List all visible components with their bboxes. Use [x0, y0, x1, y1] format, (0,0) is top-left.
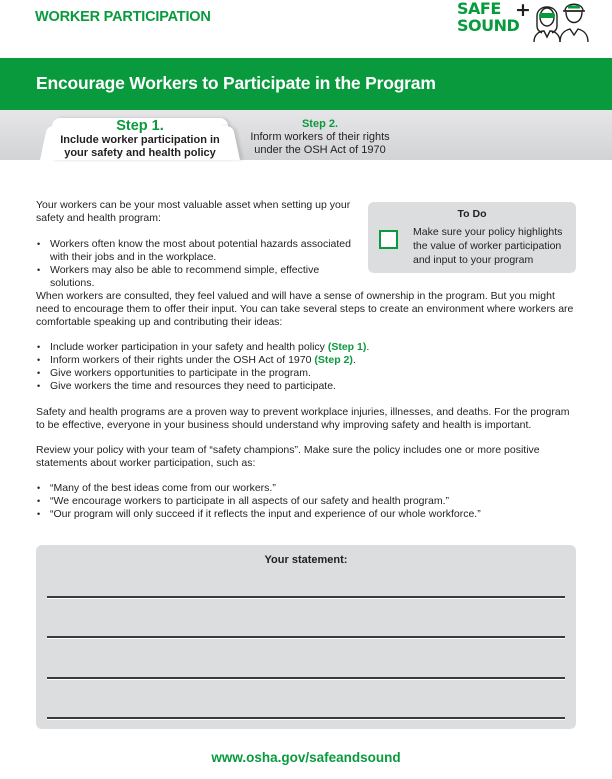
plus-icon: +	[515, 0, 531, 21]
review-paragraph: Review your policy with your team of “safety champions”. Make sure the policy includes one or more positive statements about worker participation, such as:	[36, 444, 540, 469]
tab-step-2-desc-line2: under the OSH Act of 1970	[254, 144, 386, 156]
statement-box[interactable]	[36, 545, 576, 729]
tab-step-1[interactable]	[52, 118, 228, 160]
logo-line-sound: SOUND	[457, 16, 520, 35]
tab-step-1-desc-line1: Include worker participation in	[60, 134, 220, 146]
intro-bullet-list	[36, 238, 366, 290]
list-item	[36, 341, 581, 354]
list-item: • Workers may also be able to recommend simple, effective solutions.	[36, 264, 366, 290]
todo-text: Make sure your policy highlights the value of worker participation and input to your program	[413, 226, 563, 266]
step-2-reference: (Step 2)	[314, 354, 353, 366]
tab-step-2[interactable]	[245, 118, 395, 157]
review-section	[36, 444, 581, 470]
title-banner	[0, 58, 612, 110]
programs-paragraph: Safety and health programs are a proven way to prevent workplace injuries, illnesses, and deaths. For the program to be effective, everyone in your business should understand why improving safety and health is important.	[36, 406, 570, 431]
workers-icon	[532, 0, 606, 42]
safe-and-sound-logo	[457, 0, 607, 42]
steps-bullet-list	[36, 341, 581, 393]
intro-paragraph: Your workers can be your most valuable asset when setting up your safety and health program:	[36, 199, 351, 224]
footer-url-link[interactable]: www.osha.gov/safeandsound	[211, 750, 401, 765]
todo-title: To Do	[457, 208, 487, 220]
tab-step-1-number: Step 1.	[116, 118, 164, 134]
intro-section	[36, 199, 366, 225]
list-item: • Workers often know the most about potential hazards associated with their jobs and in the workplace.	[36, 238, 366, 264]
tab-step-2-number: Step 2.	[301, 118, 339, 130]
todo-checkbox[interactable]	[379, 230, 398, 249]
todo-box	[368, 202, 576, 273]
list-item: • “We encourage workers to participate in all aspects of our safety and health program.”	[36, 495, 581, 508]
step-1-reference: (Step 1)	[327, 341, 367, 353]
section-label: WORKER PARTICIPATION	[35, 9, 211, 25]
list-item-text: Inform workers of their rights under the OSH Act of 1970	[50, 354, 315, 366]
page-title: Encourage Workers to Participate in the Program	[36, 73, 436, 93]
list-item-end: .	[352, 354, 356, 366]
list-item-text: Give workers opportunities to participate in the program.	[50, 367, 311, 379]
list-item-text: Include worker participation in your safety and health policy	[50, 341, 328, 353]
consulted-section	[36, 290, 581, 329]
tab-step-2-desc-line1: Inform workers of their rights	[250, 131, 390, 143]
statement-line-1[interactable]	[47, 596, 565, 599]
list-item	[36, 367, 581, 380]
statement-line-3[interactable]	[47, 677, 565, 680]
statement-title: Your statement:	[264, 554, 348, 566]
statement-line-2[interactable]	[47, 636, 565, 639]
list-item-text: Give workers the time and resources they need to participate.	[50, 380, 336, 392]
list-item: • “Our program will only succeed if it reflects the input and experience of our whole workforce.”	[36, 508, 581, 521]
list-item-end: .	[366, 341, 370, 353]
list-item	[36, 380, 581, 393]
logo-text	[457, 0, 519, 34]
list-item	[36, 354, 581, 367]
logo-line-safe: SAFE	[457, 0, 501, 18]
example-statements-list	[36, 482, 581, 521]
programs-section	[36, 406, 581, 432]
consulted-paragraph: When workers are consulted, they feel valued and will have a sense of ownership in the program. But you might need to encourage them to offer their input. You can take several steps to create an environment where workers are comfortable speaking up and contributing their ideas:	[36, 290, 574, 328]
statement-line-4[interactable]	[47, 717, 565, 720]
list-item: • “Many of the best ideas come from our workers.”	[36, 482, 581, 495]
tab-step-1-desc-line2: your safety and health policy	[64, 147, 216, 159]
